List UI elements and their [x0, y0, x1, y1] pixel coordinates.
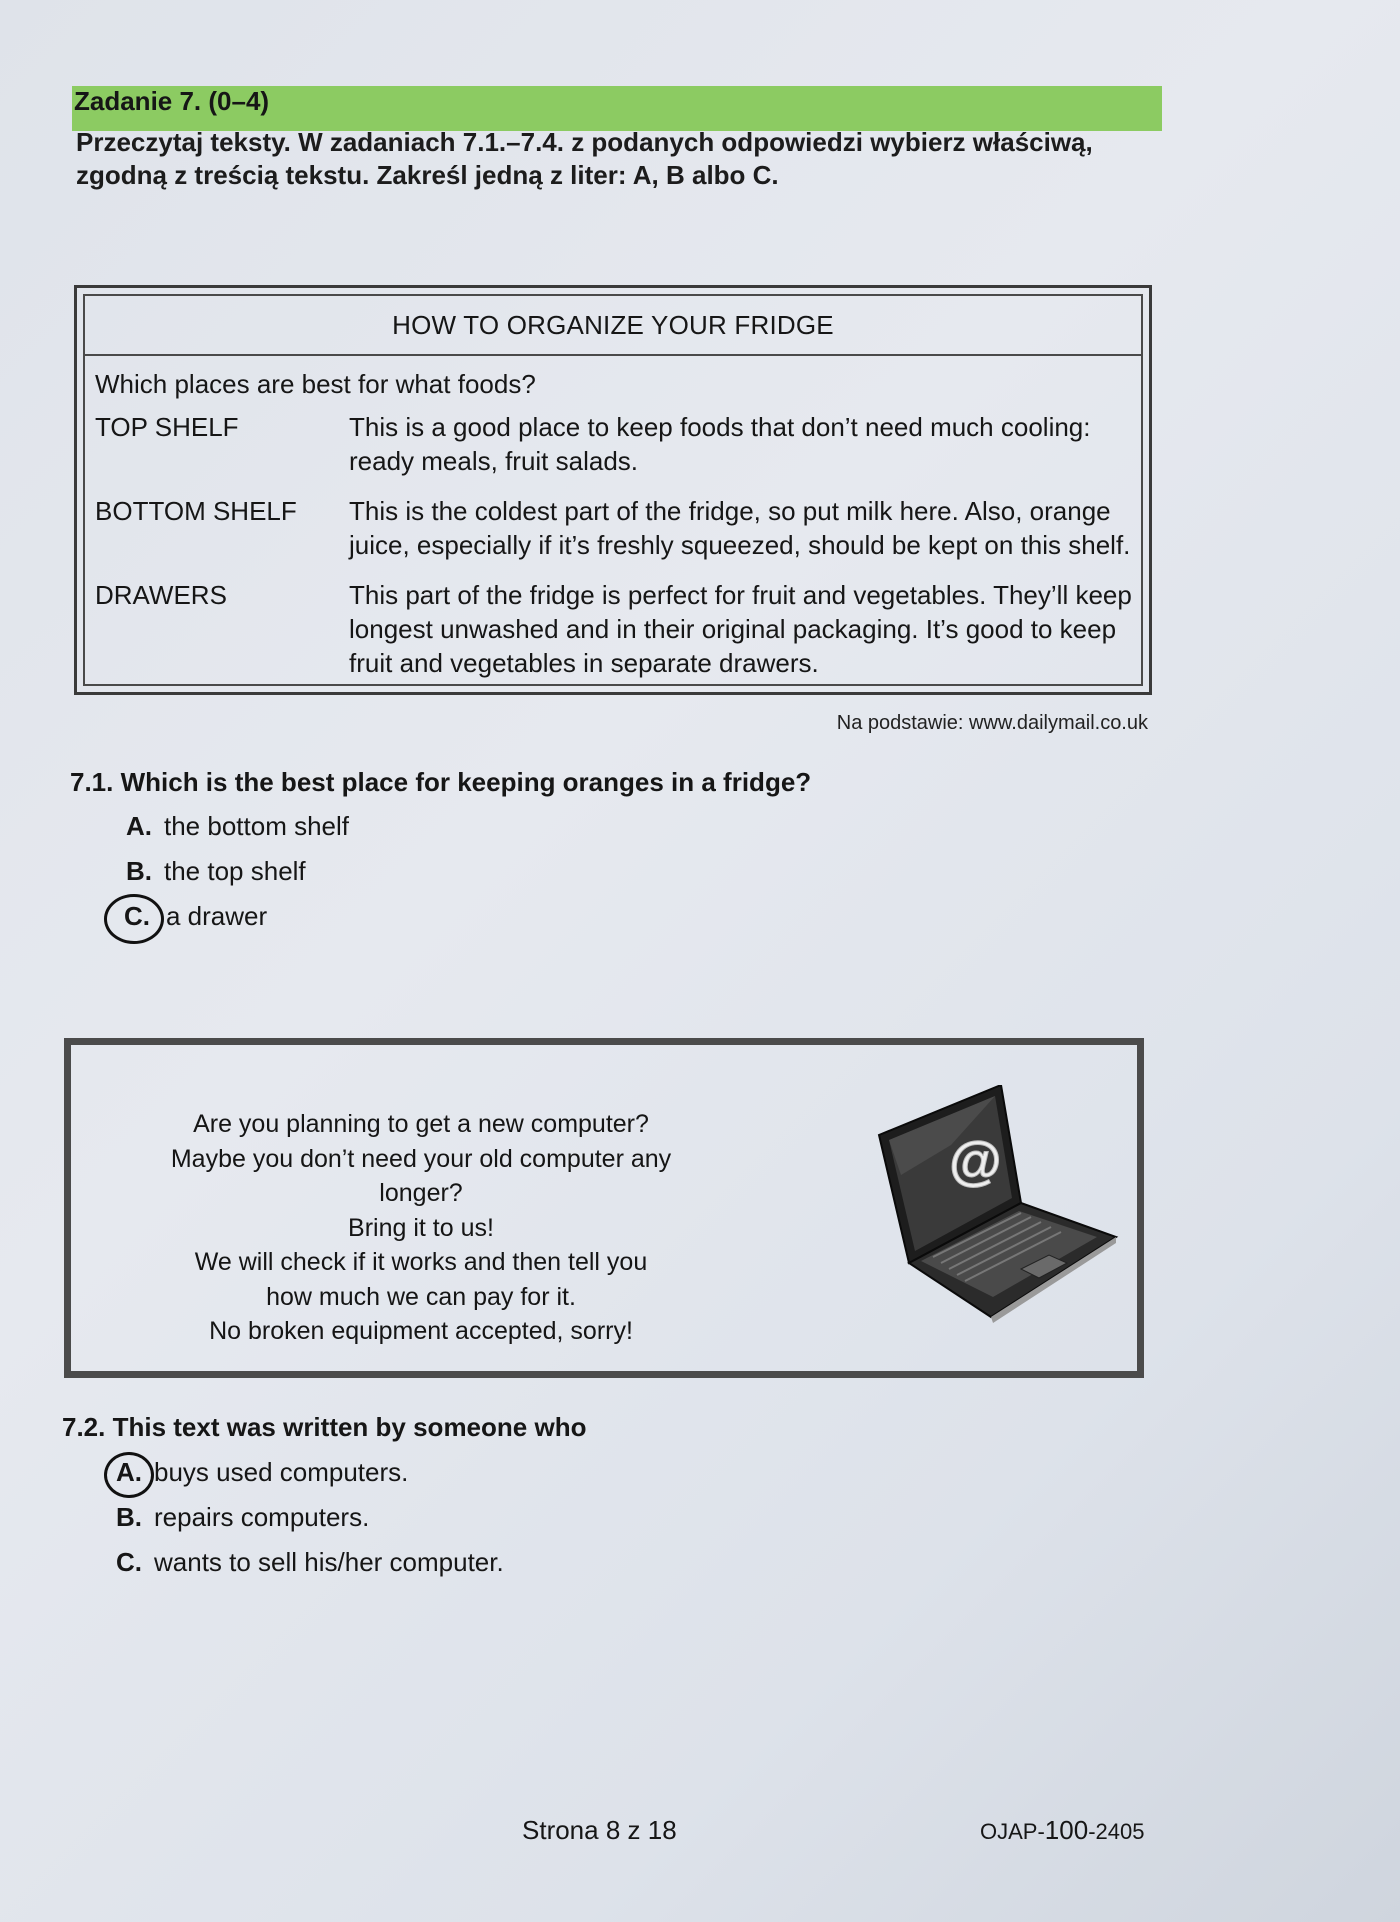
option-letter: C.: [116, 1547, 142, 1577]
option-letter: C.: [124, 901, 150, 931]
option-letter: A.: [116, 1457, 142, 1487]
shelf-description: This part of the fridge is perfect for fruit and vegetables. They’ll keep longest unwashed and in their original packaging. It’s good to keep fruit and vegetables in separate drawers.: [349, 580, 1132, 678]
question-7-2: 7.2. This text was written by someone who: [62, 1412, 587, 1442]
question-7-1: 7.1. Which is the best place for keeping oranges in a fridge?: [70, 767, 812, 797]
ad-line: No broken equipment accepted, sorry!: [209, 1317, 633, 1345]
shelf-description: This is a good place to keep foods that don’t need much cooling: ready meals, fruit salads.: [349, 412, 1091, 476]
option-text: a drawer: [166, 901, 268, 931]
task-title: Zadanie 7. (0–4): [74, 86, 270, 116]
ad-line: Maybe you don’t need your old computer any longer?: [170, 1144, 672, 1207]
option-text: repairs computers.: [154, 1502, 370, 1532]
ad-text-box: [64, 1038, 1144, 1378]
ad-line: We will check if it works and then tell you: [194, 1248, 648, 1276]
ad-line: how much we can pay for it.: [266, 1282, 576, 1311]
fridge-text-title: HOW TO ORGANIZE YOUR FRIDGE: [85, 296, 1141, 356]
at-sign-icon: @: [949, 1131, 1002, 1191]
page-number: Strona 8 z 18: [522, 1815, 677, 1845]
q71-option-b[interactable]: [126, 855, 306, 887]
option-letter: A.: [126, 811, 152, 841]
option-text: buys used computers.: [154, 1457, 409, 1487]
answer-circle-7-1: [104, 894, 164, 944]
fridge-text-inner: [83, 294, 1143, 686]
option-text: wants to sell his/her computer.: [154, 1547, 504, 1577]
fridge-text-box: [74, 285, 1152, 695]
q72-option-a[interactable]: [116, 1456, 408, 1488]
option-text: the top shelf: [164, 856, 306, 886]
option-text: the bottom shelf: [164, 811, 349, 841]
laptop-illustration: [871, 1085, 1121, 1325]
exam-code: [980, 1815, 1144, 1846]
task-instructions: Przeczytaj teksty. W zadaniach 7.1.–7.4. z podanych odpowiedzi wybierz właściwą, zgodną z treścią tekstu. Zakreśl jedną z liter: A, B albo C.: [76, 127, 1093, 190]
exam-code-prefix: OJAP-: [980, 1819, 1045, 1844]
answer-circle-7-2: [104, 1452, 154, 1498]
shelf-name: TOP SHELF: [95, 412, 239, 442]
option-letter: B.: [116, 1502, 142, 1532]
option-letter: B.: [126, 856, 152, 886]
ad-line: Are you planning to get a new computer?: [193, 1110, 649, 1138]
q72-option-c[interactable]: [116, 1546, 504, 1578]
fridge-text-question: Which places are best for what foods?: [95, 369, 536, 399]
exam-code-suffix: -2405: [1088, 1819, 1145, 1844]
ad-line: Bring it to us!: [348, 1213, 494, 1242]
exam-code-number: 100: [1044, 1815, 1089, 1845]
shelf-name: BOTTOM SHELF: [95, 496, 297, 526]
source-citation: Na podstawie: www.dailymail.co.uk: [836, 712, 1148, 734]
shelf-name: DRAWERS: [95, 580, 227, 610]
shelf-description: This is the coldest part of the fridge, so put milk here. Also, orange juice, especially if it’s freshly squeezed, should be kept on this shelf.: [349, 496, 1131, 560]
q72-option-b[interactable]: [116, 1501, 369, 1533]
ad-text: [151, 1107, 691, 1349]
q71-option-a[interactable]: [126, 810, 349, 842]
